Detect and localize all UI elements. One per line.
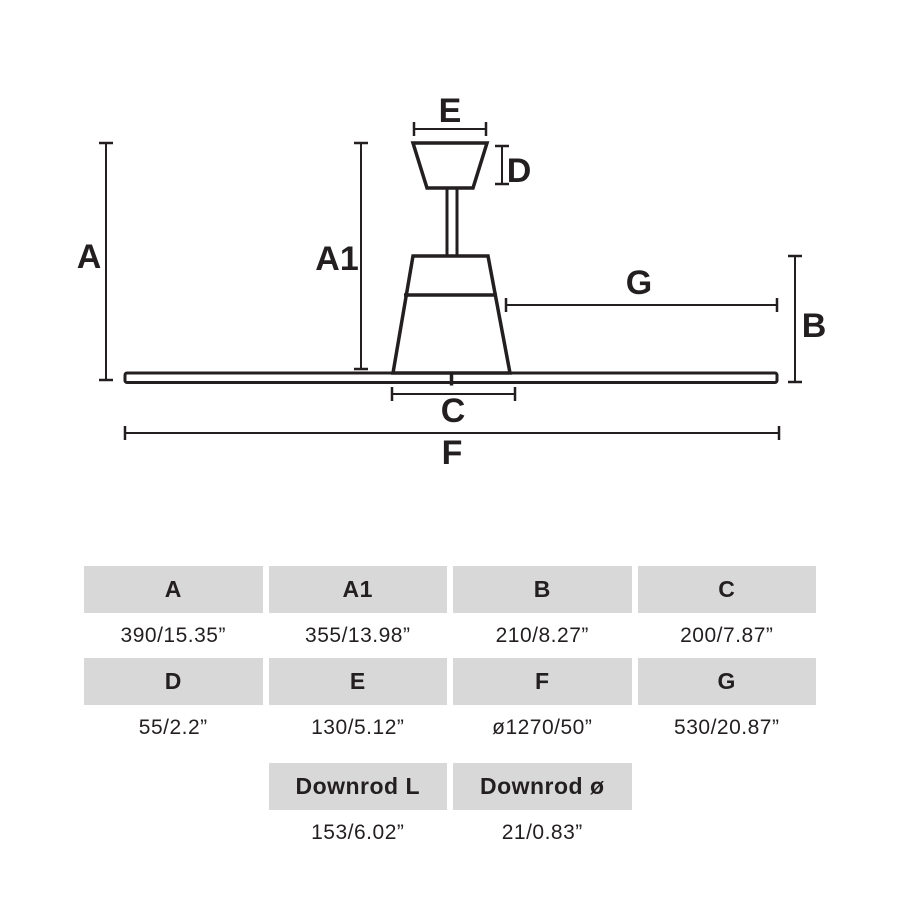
table-value-row-2 xyxy=(84,705,816,750)
header-cell-A1: A1 xyxy=(269,566,448,613)
value-cell-G: 530/20.87” xyxy=(638,705,817,750)
header-cell-B: B xyxy=(453,566,632,613)
downrod xyxy=(447,188,457,256)
header-cell-C: C xyxy=(638,566,817,613)
value-cell-B: 210/8.27” xyxy=(453,613,632,658)
table-header-row-3 xyxy=(84,763,816,810)
table-header-row-2 xyxy=(84,658,816,705)
header-cell-D: D xyxy=(84,658,263,705)
value-cell-downrod-dia: 21/0.83” xyxy=(453,810,632,855)
dim-label-B: B xyxy=(801,307,827,345)
dim-label-G: G xyxy=(625,264,653,302)
dim-label-D: D xyxy=(506,152,532,190)
ceiling-canopy xyxy=(413,143,487,188)
motor-housing xyxy=(393,256,510,373)
dim-label-E: E xyxy=(438,92,462,130)
dim-label-C: C xyxy=(440,392,466,430)
table-value-row-1 xyxy=(84,613,816,658)
dim-line-B xyxy=(788,256,802,382)
header-cell-downrod-dia: Downrod ø xyxy=(453,763,632,810)
header-cell-F: F xyxy=(453,658,632,705)
value-cell-E: 130/5.12” xyxy=(269,705,448,750)
value-cell-F: ø1270/50” xyxy=(453,705,632,750)
header-cell-downrod-l: Downrod L xyxy=(269,763,448,810)
table-value-row-3 xyxy=(84,810,816,855)
header-cell-A: A xyxy=(84,566,263,613)
header-cell-E: E xyxy=(269,658,448,705)
table-header-row-1 xyxy=(84,566,816,613)
value-cell-A1: 355/13.98” xyxy=(269,613,448,658)
value-cell-A: 390/15.35” xyxy=(84,613,263,658)
dim-label-A1: A1 xyxy=(315,240,359,278)
value-cell-D: 55/2.2” xyxy=(84,705,263,750)
value-cell-C: 200/7.87” xyxy=(638,613,817,658)
dim-label-A: A xyxy=(76,238,102,276)
dim-label-F: F xyxy=(441,434,463,472)
value-cell-downrod-l: 153/6.02” xyxy=(269,810,448,855)
header-cell-G: G xyxy=(638,658,817,705)
